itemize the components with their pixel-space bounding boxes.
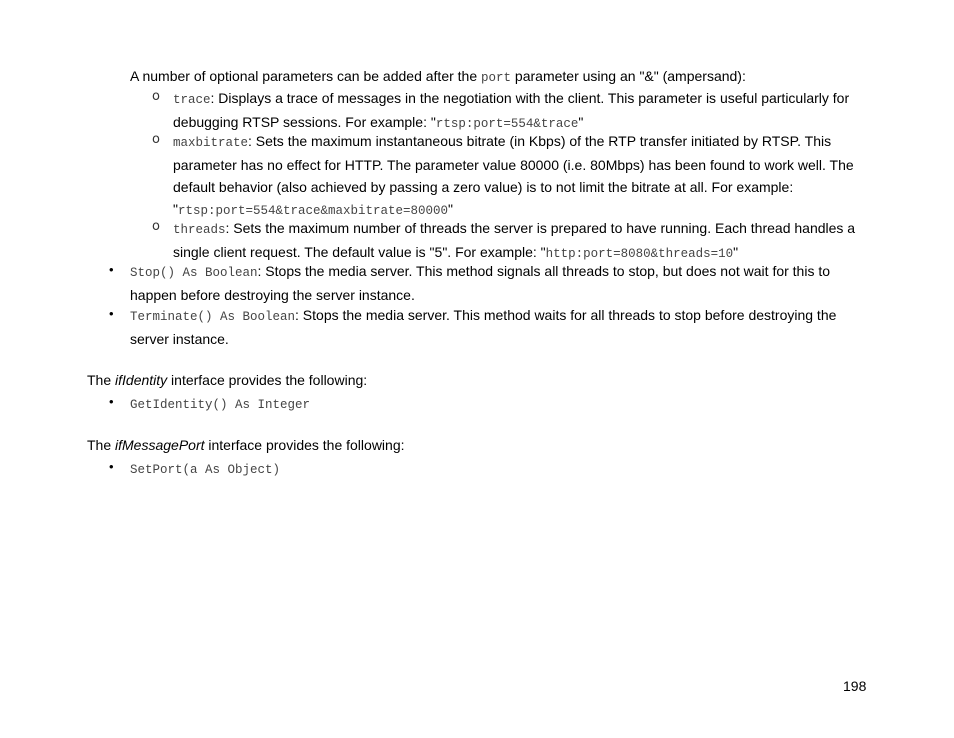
method-signature: Stop() As Boolean — [130, 266, 258, 280]
intro-code-port: port — [481, 71, 512, 85]
sub-item-marker: o — [152, 89, 160, 104]
bullet-marker: • — [109, 262, 114, 277]
param-description: : Displays a trace of messages in the negotiation with the client. This parameter is useful particularly for debugging RTSP sessions. For example: — [173, 90, 850, 130]
example-code: rtsp:port=554&trace — [435, 117, 579, 131]
method-description: : Stops the media server. This method waits for all threads to stop before destroying the server instance. — [130, 307, 837, 347]
method-signature: GetIdentity() As Integer — [130, 398, 311, 412]
method-item-stop — [130, 260, 870, 306]
quote-close: " — [448, 201, 454, 217]
param-description: : Sets the maximum number of threads the server is prepared to have running. Each thread handles a single client request. The default value is "5". For example: — [173, 220, 856, 260]
interface-name: ifIdentity — [115, 372, 168, 388]
intro-paragraph — [130, 65, 746, 89]
sub-item-maxbitrate — [173, 130, 873, 222]
heading-text-after: interface provides the following: — [204, 437, 405, 453]
intro-text-before: A number of optional parameters can be added after the — [130, 68, 482, 84]
heading-text-before: The — [87, 437, 116, 453]
interface-name: ifMessagePort — [115, 437, 205, 453]
param-code: trace — [173, 93, 211, 107]
example-code: http:port=8080&threads=10 — [545, 247, 734, 261]
quote-open: " — [430, 114, 436, 130]
quote-open: " — [173, 201, 178, 217]
sub-item-marker: o — [152, 219, 160, 234]
bullet-marker: • — [109, 459, 114, 474]
message-port-heading — [87, 434, 405, 456]
bullet-marker: • — [109, 394, 114, 409]
method-signature: SetPort(a As Object) — [130, 463, 281, 477]
quote-open: " — [540, 244, 546, 260]
identity-heading — [87, 369, 367, 391]
identity-method-item — [130, 392, 870, 416]
heading-text-before: The — [87, 372, 116, 388]
intro-text-after: parameter using an "&" (ampersand): — [511, 68, 746, 84]
param-code: threads — [173, 223, 226, 237]
sub-item-trace — [173, 87, 873, 135]
quote-close: " — [578, 114, 584, 130]
method-description: : Stops the media server. This method signals all threads to stop, but does not wait for this to happen before destroying the server instance. — [130, 263, 831, 303]
message-port-method-item — [130, 457, 870, 481]
quote-close: " — [733, 244, 739, 260]
example-code: rtsp:port=554&trace&maxbitrate=80000 — [177, 204, 449, 218]
sub-item-marker: o — [152, 132, 160, 147]
page-number: 198 — [843, 678, 867, 694]
method-signature: Terminate() As Boolean — [130, 310, 296, 324]
heading-text-after: interface provides the following: — [167, 372, 368, 388]
sub-item-threads — [173, 217, 873, 265]
method-item-terminate — [130, 304, 870, 350]
bullet-marker: • — [109, 306, 114, 321]
param-code: maxbitrate — [173, 136, 249, 150]
param-description: : Sets the maximum instantaneous bitrate (in Kbps) of the RTP transfer initiated by RTSP. This parameter has no effect for HTTP. The parameter value 80000 (i.e. 80Mbps) has been found to work well. The default behavior (also achieved by passing a zero value) is to not limit the bitrate at all. For example: — [173, 133, 854, 195]
